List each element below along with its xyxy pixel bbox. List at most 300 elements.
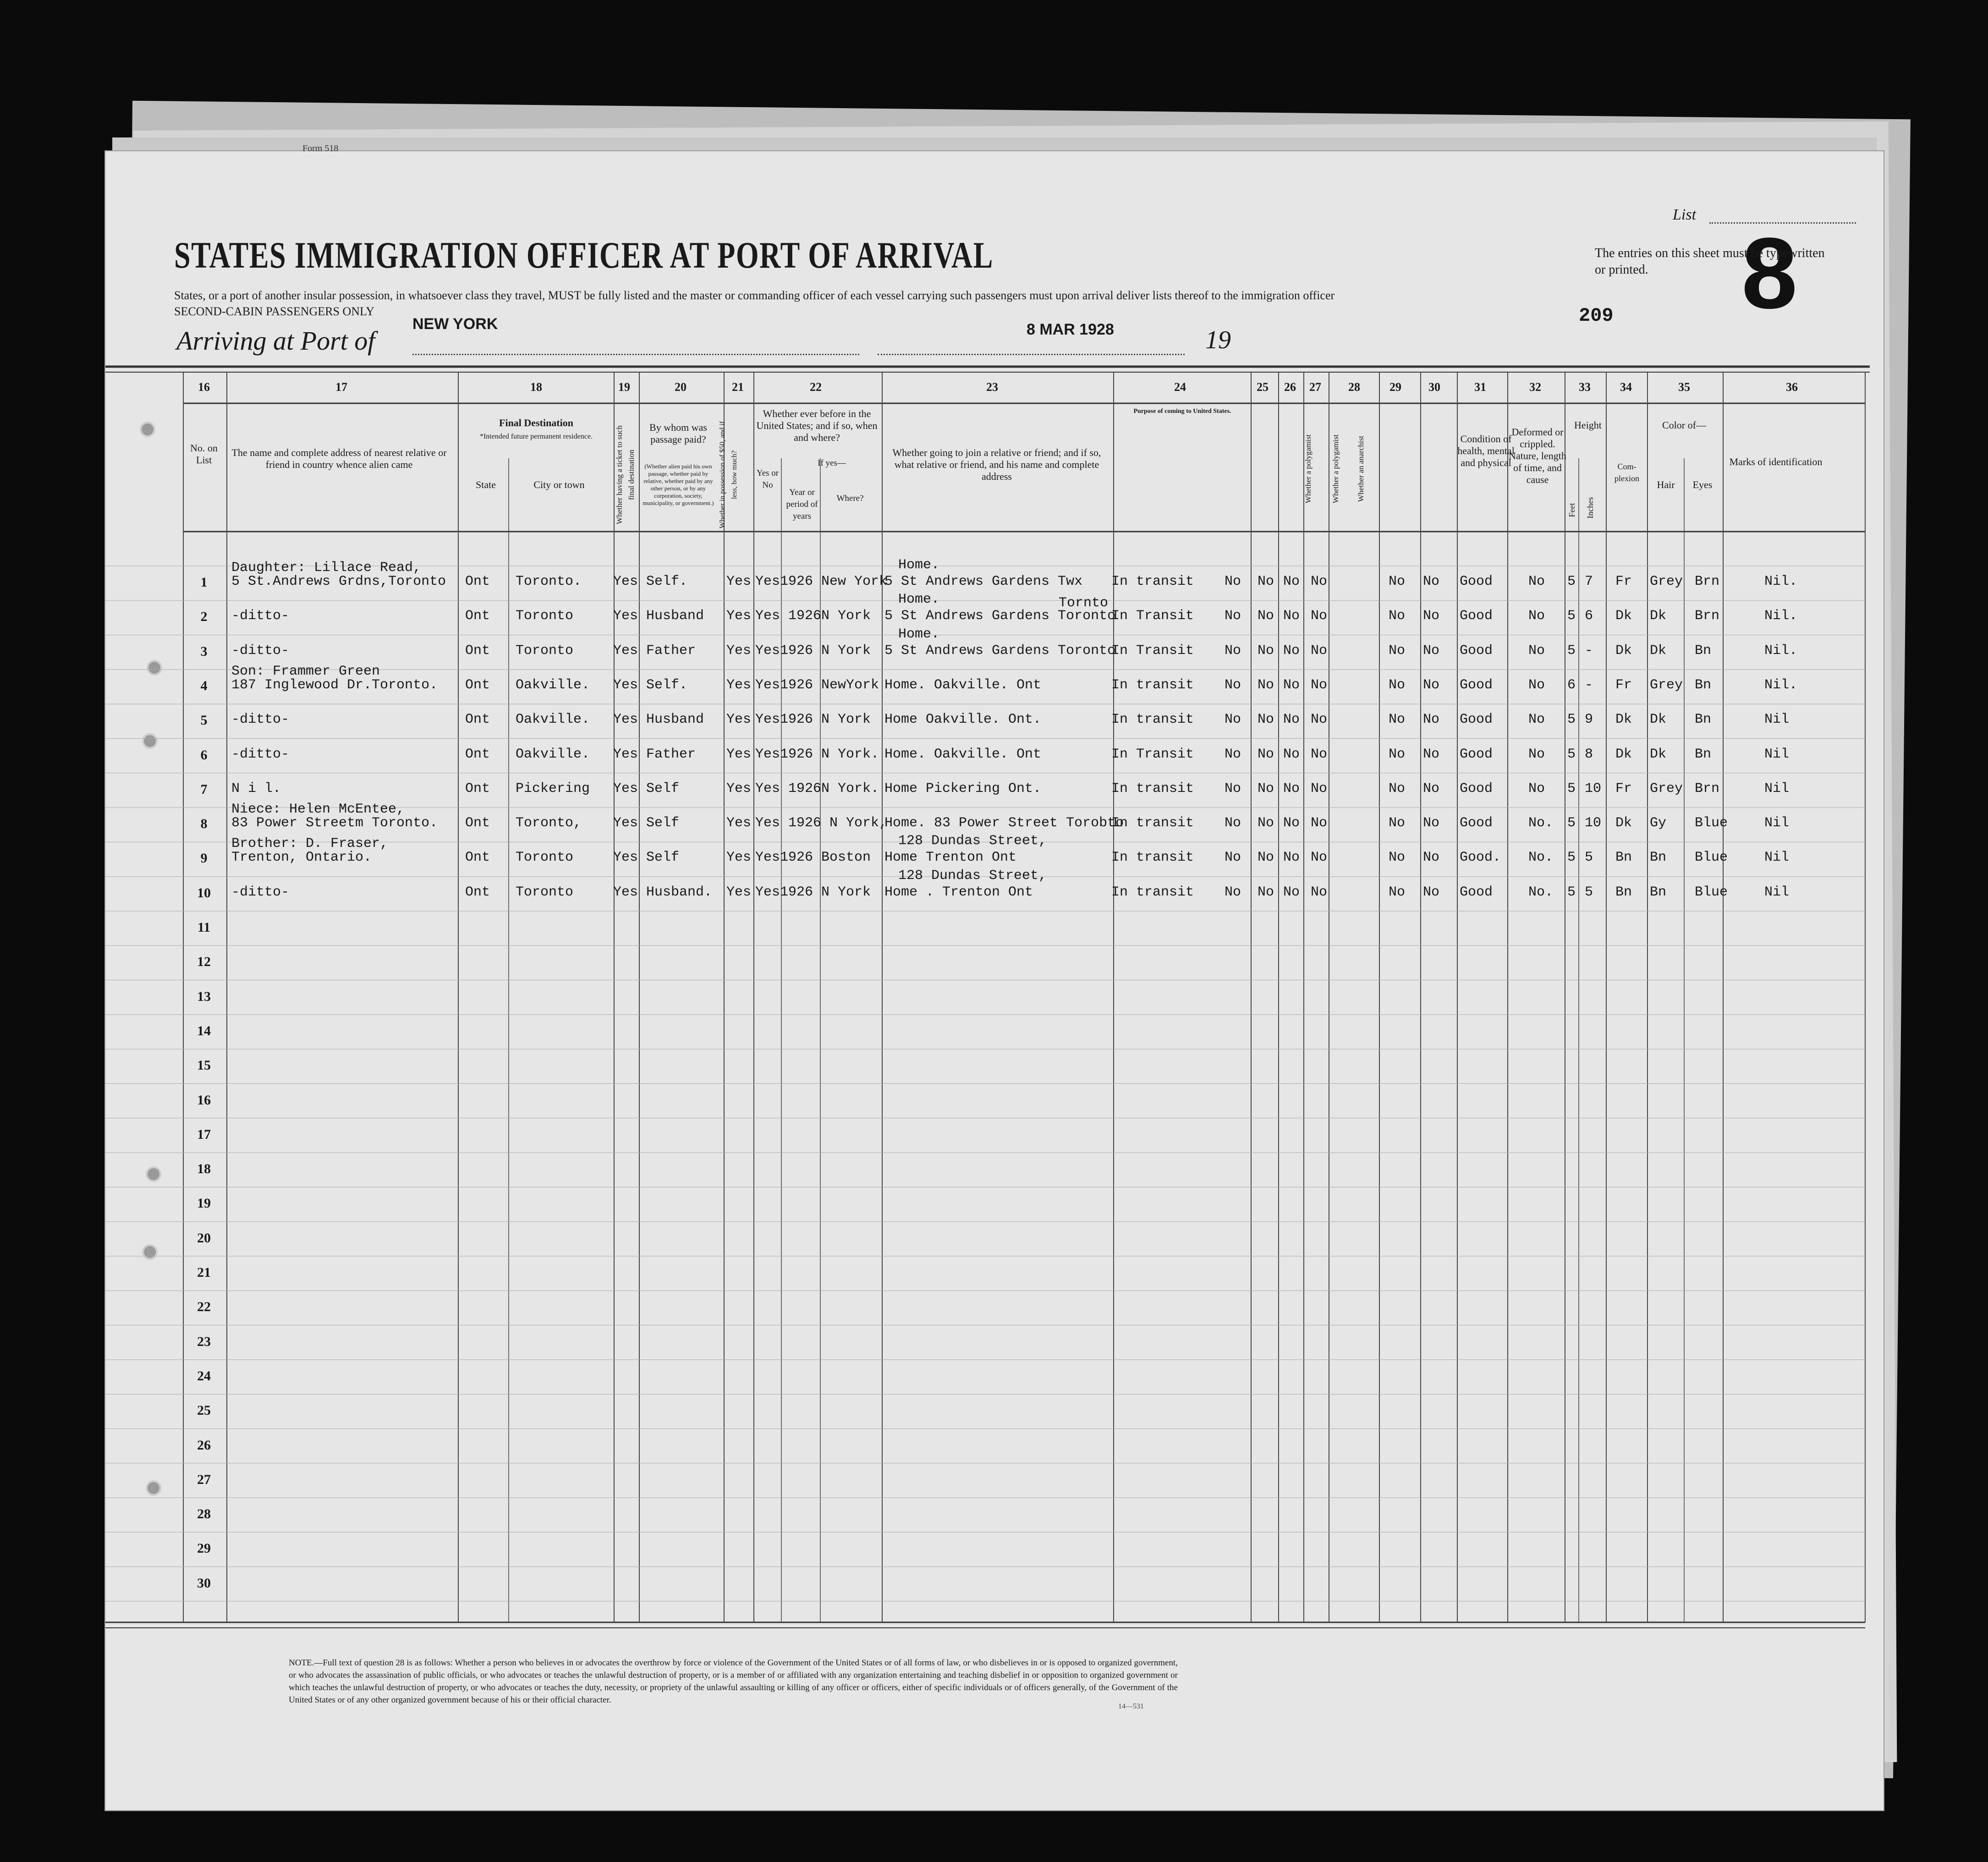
form-number: Form 518 xyxy=(302,143,339,154)
col-29-cell: No xyxy=(1389,780,1406,796)
row-number: 16 xyxy=(197,1092,211,1108)
complexion-cell: Dk xyxy=(1615,712,1632,728)
col-26-cell: No xyxy=(1258,608,1274,624)
join-above-cell: Tornto xyxy=(1059,595,1109,611)
header-hair: Hair xyxy=(1657,479,1675,490)
state-cell: Ont xyxy=(465,574,490,589)
passage-paid-cell: Husband xyxy=(646,712,704,728)
hair-cell: Dk xyxy=(1650,643,1667,659)
col-27-cell: No xyxy=(1283,677,1300,693)
col-25-cell: No xyxy=(1225,815,1241,831)
join-relative-cell: 5 St Andrews Gardens Toronto xyxy=(884,608,1116,624)
join-above-cell: Home. xyxy=(898,626,940,642)
inches-cell: 6 xyxy=(1585,608,1593,624)
col-30-cell: No xyxy=(1423,815,1440,831)
header-final-destination: Final Destination xyxy=(499,417,573,428)
purpose-cell: In transit xyxy=(1111,574,1194,589)
marks-cell: Nil. xyxy=(1764,677,1798,693)
header-health: Condition of health, mental and physical xyxy=(1457,433,1515,468)
col-26-cell: No xyxy=(1258,780,1274,796)
before-in-us-cell: Yes1926 N York xyxy=(755,643,871,659)
col-26-cell: No xyxy=(1258,884,1274,900)
ticket-cell: Yes xyxy=(613,574,638,589)
join-relative-cell: Home Pickering Ont. xyxy=(884,780,1042,796)
col-28-cell: No xyxy=(1311,850,1328,866)
row-number: 14 xyxy=(197,1023,211,1038)
row-number: 12 xyxy=(197,954,211,970)
column-number: 17 xyxy=(335,380,347,394)
row-number: 17 xyxy=(197,1126,211,1142)
inches-cell: 10 xyxy=(1585,780,1602,796)
page-number: 209 xyxy=(1579,305,1614,327)
row-number: 4 xyxy=(200,678,208,693)
marks-cell: Nil xyxy=(1764,884,1790,900)
inches-cell: - xyxy=(1585,677,1593,693)
passage-paid-cell: Self xyxy=(646,850,680,866)
eyes-cell: Bn xyxy=(1695,712,1712,728)
column-number: 24 xyxy=(1174,380,1186,394)
col-30-cell: No xyxy=(1423,780,1440,796)
hair-cell: Bn xyxy=(1650,884,1667,900)
col-25-cell: No xyxy=(1225,608,1241,624)
col-27-cell: No xyxy=(1283,608,1300,624)
col-28-cell: No xyxy=(1311,780,1328,796)
col-30-cell: No xyxy=(1423,574,1440,589)
purpose-cell: In transit xyxy=(1111,677,1194,693)
typewriter-note: The entries on this sheet must be typewritten or printed. xyxy=(1595,246,1825,277)
header-deformed: Deformed or crippled. Nature, length of time, and cause xyxy=(1509,426,1566,485)
inches-cell: 9 xyxy=(1585,712,1593,728)
inches-cell: 8 xyxy=(1585,746,1593,762)
col-28-cell: No xyxy=(1311,815,1328,831)
passage-paid-cell: Self. xyxy=(646,574,688,589)
col-28-cell: No xyxy=(1311,884,1328,900)
inches-cell: - xyxy=(1585,643,1593,659)
before-in-us-cell: Yes1926 Boston xyxy=(755,850,871,866)
col-29-cell: No xyxy=(1389,574,1406,589)
column-number: 16 xyxy=(198,380,210,394)
deformed-cell: No. xyxy=(1528,815,1554,831)
row-number: 11 xyxy=(197,920,211,935)
punch-hole xyxy=(146,1480,161,1496)
year-prefix: 19 xyxy=(1205,326,1231,354)
ticket-cell: Yes xyxy=(613,780,638,796)
purpose-cell: In transit xyxy=(1111,780,1194,796)
hair-cell: Dk xyxy=(1650,712,1667,728)
join-relative-cell: Home Trenton Ont xyxy=(884,850,1017,866)
col-28-cell: No xyxy=(1311,712,1328,728)
col-30-cell: No xyxy=(1423,643,1440,659)
ticket-cell: Yes xyxy=(613,884,638,900)
complexion-cell: Dk xyxy=(1615,746,1632,762)
header-year: Year or period of years xyxy=(786,488,818,521)
ticket-cell: Yes xyxy=(613,677,638,693)
col-25-cell: No xyxy=(1225,574,1241,589)
eyes-cell: Bn xyxy=(1695,746,1712,762)
city-cell: Toronto xyxy=(516,608,574,624)
passenger-class: SECOND-CABIN PASSENGERS ONLY xyxy=(174,305,375,318)
row-number: 25 xyxy=(197,1403,211,1418)
row-number: 6 xyxy=(200,747,208,763)
row-number: 3 xyxy=(200,643,208,659)
relative-cell: Trenton, Ontario. xyxy=(231,850,372,866)
col-27-cell: No xyxy=(1283,574,1300,589)
col-26-cell: No xyxy=(1258,677,1274,693)
row-number: 1 xyxy=(200,575,208,590)
passage-paid-cell: Husband. xyxy=(646,884,713,900)
header-marks: Marks of identification xyxy=(1729,456,1823,467)
header-final-destination-note: *Intended future permanent residence. xyxy=(479,433,593,440)
column-number: 32 xyxy=(1529,380,1541,394)
feet-cell: 5 xyxy=(1567,746,1576,762)
join-relative-cell: Home. 83 Power Street Torobto xyxy=(884,815,1124,831)
ticket-cell: Yes xyxy=(613,850,638,866)
punch-hole xyxy=(147,660,162,676)
column-number: 36 xyxy=(1786,380,1798,394)
row-number: 18 xyxy=(197,1161,211,1177)
col-27-cell: No xyxy=(1283,746,1300,762)
feet-cell: 5 xyxy=(1567,884,1576,900)
money-cell: Yes xyxy=(726,884,752,900)
header-passage-paid-note: (Whether alien paid his own passage, whether paid by relative, whether paid by any other person, or by any corporation, society, municipality, or government.) xyxy=(643,463,714,506)
deformed-cell: No xyxy=(1528,643,1545,659)
col-26-cell: No xyxy=(1258,643,1274,659)
join-relative-cell: Home. Oakville. Ont xyxy=(884,746,1042,762)
join-relative-cell: Home. Oakville. Ont xyxy=(884,677,1042,693)
join-above-cell: 128 Dundas Street, xyxy=(898,868,1047,884)
relative-cell: -ditto- xyxy=(231,608,290,624)
row-number: 23 xyxy=(197,1334,211,1349)
col-28-cell: No xyxy=(1311,643,1328,659)
page-title: STATES IMMIGRATION OFFICER AT PORT OF ARRIVAL xyxy=(174,234,994,276)
before-in-us-cell: Yes 1926N York. xyxy=(755,780,879,796)
deformed-cell: No xyxy=(1528,574,1545,589)
column-number: 22 xyxy=(810,380,822,394)
header-no-on-list: No. on List xyxy=(190,442,218,466)
complexion-cell: Bn xyxy=(1615,850,1632,866)
row-number: 5 xyxy=(200,713,208,728)
health-cell: Good xyxy=(1460,677,1493,693)
complexion-cell: Bn xyxy=(1615,884,1632,900)
money-cell: Yes xyxy=(726,643,752,659)
city-cell: Oakville. xyxy=(516,677,590,693)
passage-paid-cell: Father xyxy=(646,643,696,659)
complexion-cell: Fr xyxy=(1615,780,1632,796)
header-join-relative: Whether going to join a relative or friend; and if so, what relative or friend, and his name and complete address xyxy=(892,447,1101,482)
column-number: 33 xyxy=(1579,380,1591,394)
city-cell: Toronto xyxy=(516,643,574,659)
deformed-cell: No. xyxy=(1528,850,1554,866)
row-number: 19 xyxy=(197,1196,211,1211)
row-number: 9 xyxy=(200,851,208,866)
before-in-us-cell: Yes1926 N York xyxy=(755,712,871,728)
purpose-cell: In Transit xyxy=(1111,608,1194,624)
relative-cell: -ditto- xyxy=(231,712,290,728)
list-label: List xyxy=(1673,206,1697,223)
col-26-cell: No xyxy=(1258,712,1274,728)
header-state: State xyxy=(476,479,496,490)
col-25-cell: No xyxy=(1225,643,1241,659)
state-cell: Ont xyxy=(465,608,490,624)
punch-hole xyxy=(142,1244,158,1260)
hair-cell: Gy xyxy=(1650,815,1667,831)
complexion-cell: Fr xyxy=(1615,677,1632,693)
header-eyes: Eyes xyxy=(1692,479,1713,490)
feet-cell: 5 xyxy=(1567,643,1576,659)
before-in-us-cell: Yes 1926 N York, xyxy=(755,815,888,831)
relative-cell: -ditto- xyxy=(231,746,290,762)
eyes-cell: Brn xyxy=(1695,608,1720,624)
column-number: 28 xyxy=(1348,380,1360,394)
money-cell: Yes xyxy=(726,746,752,762)
money-cell: Yes xyxy=(726,677,752,693)
col-29-cell: No xyxy=(1389,643,1406,659)
eyes-cell: Blue xyxy=(1695,815,1728,831)
col-25-cell: No xyxy=(1225,780,1241,796)
column-number: 25 xyxy=(1257,380,1269,394)
marks-cell: Nil xyxy=(1764,815,1790,831)
feet-cell: 5 xyxy=(1567,815,1576,831)
list-number: 8 xyxy=(1741,217,1798,330)
feet-cell: 5 xyxy=(1567,780,1576,796)
deformed-cell: No xyxy=(1528,677,1545,693)
row-number: 10 xyxy=(197,885,211,901)
join-relative-cell: Home Oakville. Ont. xyxy=(884,712,1042,728)
purpose-cell: In Transit xyxy=(1111,643,1194,659)
dotted-line xyxy=(878,354,1185,355)
inches-cell: 10 xyxy=(1585,815,1602,831)
money-cell: Yes xyxy=(726,574,752,589)
feet-cell: 5 xyxy=(1567,850,1576,866)
health-cell: Good xyxy=(1460,643,1493,659)
port-stamp: NEW YORK xyxy=(412,315,498,333)
row-number: 21 xyxy=(197,1265,211,1280)
header-relative: The name and complete address of nearest relative or friend in country whence alien came xyxy=(231,447,447,470)
inches-cell: 5 xyxy=(1585,850,1593,866)
hair-cell: Dk xyxy=(1650,746,1667,762)
join-relative-cell: Home . Trenton Ont xyxy=(884,884,1033,900)
passage-paid-cell: Father xyxy=(646,746,696,762)
row-number: 27 xyxy=(197,1472,211,1487)
join-relative-cell: 5 St Andrews Gardens Twx xyxy=(884,574,1083,589)
col-29-cell: No xyxy=(1389,884,1406,900)
money-cell: Yes xyxy=(726,815,752,831)
money-cell: Yes xyxy=(726,780,752,796)
header-polygamist: Whether a polygamist xyxy=(1331,434,1340,504)
hair-cell: Bn xyxy=(1650,850,1667,866)
join-above-cell: Home. xyxy=(898,557,940,573)
deformed-cell: No xyxy=(1528,712,1545,728)
header-if-yes: If yes— xyxy=(818,458,846,468)
col-28-cell: No xyxy=(1311,677,1328,693)
purpose-cell: In transit xyxy=(1111,712,1194,728)
col-27-cell: No xyxy=(1283,884,1300,900)
relative-name-cell: Daughter: Lillace Read, xyxy=(231,560,422,576)
col-30-cell: No xyxy=(1423,608,1440,624)
state-cell: Ont xyxy=(465,850,490,866)
col-27-cell: No xyxy=(1283,643,1300,659)
city-cell: Toronto. xyxy=(516,574,582,589)
health-cell: Good xyxy=(1460,608,1493,624)
punch-hole xyxy=(142,733,158,749)
col-27-cell: No xyxy=(1283,712,1300,728)
header-before-in-us: Whether ever before in the United States; and if so, when and where? xyxy=(756,408,878,443)
col-29-cell: No xyxy=(1389,746,1406,762)
eyes-cell: Blue xyxy=(1695,850,1728,866)
join-relative-cell: 5 St Andrews Gardens Toronto xyxy=(884,643,1116,659)
inches-cell: 5 xyxy=(1585,884,1593,900)
health-cell: Good xyxy=(1460,780,1493,796)
header-complexion: Com-plexion xyxy=(1615,462,1639,483)
money-cell: Yes xyxy=(726,850,752,866)
column-number: 18 xyxy=(530,380,542,394)
marks-cell: Nil. xyxy=(1764,574,1798,589)
city-cell: Oakville. xyxy=(516,746,590,762)
marks-cell: Nil xyxy=(1764,712,1790,728)
column-number: 19 xyxy=(618,380,630,394)
row-number: 2 xyxy=(200,609,208,625)
col-30-cell: No xyxy=(1423,850,1440,866)
ticket-cell: Yes xyxy=(613,746,638,762)
feet-cell: 5 xyxy=(1567,712,1576,728)
punch-hole xyxy=(146,1166,161,1182)
join-above-cell: Home. xyxy=(898,592,940,608)
column-number: 27 xyxy=(1309,380,1321,394)
marks-cell: Nil xyxy=(1764,780,1790,796)
col-29-cell: No xyxy=(1389,712,1406,728)
state-cell: Ont xyxy=(465,643,490,659)
relative-name-cell: Son: Frammer Green xyxy=(231,663,380,679)
passage-paid-cell: Husband xyxy=(646,608,704,624)
col-26-cell: No xyxy=(1258,850,1274,866)
header-ticket: Whether having a ticket to such final destination xyxy=(615,425,636,524)
col-30-cell: No xyxy=(1423,746,1440,762)
col-26-cell: No xyxy=(1258,746,1274,762)
row-number: 22 xyxy=(197,1299,211,1315)
before-in-us-cell: Yes1926 N York xyxy=(755,884,871,900)
header-purpose: Purpose of coming to United States. xyxy=(1133,408,1231,415)
deformed-cell: No xyxy=(1528,608,1545,624)
relative-name-cell: Brother: D. Fraser, xyxy=(231,836,389,852)
relative-cell: 83 Power Streetm Toronto. xyxy=(231,815,438,831)
col-29-cell: No xyxy=(1389,850,1406,866)
arriving-label: Arriving at Port of xyxy=(176,326,375,356)
manifest-sheet xyxy=(105,151,1884,1810)
eyes-cell: Bn xyxy=(1695,643,1712,659)
ticket-cell: Yes xyxy=(613,608,638,624)
marks-cell: Nil. xyxy=(1764,608,1798,624)
relative-cell: 5 St.Andrews Grdns,Toronto xyxy=(231,574,446,589)
health-cell: Good. xyxy=(1460,850,1501,866)
city-cell: Oakville. xyxy=(516,712,590,728)
relative-name-cell: Niece: Helen McEntee, xyxy=(231,802,405,818)
column-number: 23 xyxy=(986,380,998,394)
passage-paid-cell: Self. xyxy=(646,677,688,693)
col-25-cell: No xyxy=(1225,746,1241,762)
col-30-cell: No xyxy=(1423,884,1440,900)
before-in-us-cell: Yes 1926N York xyxy=(755,608,871,624)
header-money: Whether in possession of $50, and if less, how much? xyxy=(719,421,738,529)
ticket-cell: Yes xyxy=(613,815,638,831)
before-in-us-cell: Yes1926 New York xyxy=(755,574,888,589)
col-25-cell: No xyxy=(1225,677,1241,693)
state-cell: Ont xyxy=(465,712,490,728)
footnote: NOTE.—Full text of question 28 is as follows: Whether a person who believes in or advocates the overthrow by force or violence of the Government of the United States or of all forms of law, or who disbelieves in or is opposed to organized government, or who advocates the assassination of public officials, or who advocates or teaches the unlawful destruction of property, or is a member of or affiliated with any organization entertaining and teaching disbelief in or opposition to organized government or which teaches the unlawful destruction of property, or who advocates or teaches the duty, necessity, or propriety of the unlawful assaulting or killing of any officer or officers, either of specific individuals or of officers generally, of the Government of the United States or of any other organized government because of his or their official character. xyxy=(289,1658,1178,1705)
state-cell: Ont xyxy=(465,815,490,831)
deformed-cell: No xyxy=(1528,780,1545,796)
money-cell: Yes xyxy=(726,608,752,624)
column-number: 20 xyxy=(675,380,686,394)
purpose-cell: In transit xyxy=(1111,884,1194,900)
row-number: 28 xyxy=(197,1506,211,1522)
row-number: 24 xyxy=(197,1368,211,1384)
feet-cell: 6 xyxy=(1567,677,1576,693)
col-27-cell: No xyxy=(1283,815,1300,831)
header-anarchist: Whether an anarchist xyxy=(1356,435,1365,502)
health-cell: Good xyxy=(1460,574,1493,589)
col-30-cell: No xyxy=(1423,677,1440,693)
column-number: 35 xyxy=(1678,380,1690,394)
row-number: 7 xyxy=(200,781,208,797)
header-where: Where? xyxy=(836,494,864,503)
col-28-cell: No xyxy=(1311,746,1328,762)
purpose-cell: In Transit xyxy=(1111,746,1194,762)
col-25-cell: No xyxy=(1225,884,1241,900)
header-col-25: Whether a polygamist xyxy=(1304,434,1313,504)
eyes-cell: Brn xyxy=(1695,574,1720,589)
col-27-cell: No xyxy=(1283,780,1300,796)
hair-cell: Dk xyxy=(1650,608,1667,624)
health-cell: Good xyxy=(1460,746,1493,762)
col-26-cell: No xyxy=(1258,815,1274,831)
before-in-us-cell: Yes1926 N York. xyxy=(755,746,879,762)
col-25-cell: No xyxy=(1225,712,1241,728)
date-stamp: 8 MAR 1928 xyxy=(1027,321,1114,338)
relative-cell: N i l. xyxy=(231,780,281,796)
city-cell: Toronto xyxy=(516,850,574,866)
before-in-us-cell: Yes1926 NewYork xyxy=(755,677,879,693)
health-cell: Good xyxy=(1460,815,1493,831)
row-number: 8 xyxy=(200,816,208,832)
city-cell: Toronto, xyxy=(516,815,582,831)
col-30-cell: No xyxy=(1423,712,1440,728)
complexion-cell: Dk xyxy=(1615,608,1632,624)
col-26-cell: No xyxy=(1258,574,1274,589)
state-cell: Ont xyxy=(465,780,490,796)
eyes-cell: Bn xyxy=(1695,677,1712,693)
row-number: 26 xyxy=(197,1437,211,1453)
complexion-cell: Fr xyxy=(1615,574,1632,589)
feet-cell: 5 xyxy=(1567,608,1576,624)
ticket-cell: Yes xyxy=(613,712,638,728)
join-above-cell: 128 Dundas Street, xyxy=(898,833,1047,849)
hair-cell: Grey xyxy=(1650,780,1683,796)
header-color: Color of— xyxy=(1662,419,1706,431)
col-28-cell: No xyxy=(1311,608,1328,624)
complexion-cell: Dk xyxy=(1615,643,1632,659)
deformed-cell: No. xyxy=(1528,884,1554,900)
state-cell: Ont xyxy=(465,746,490,762)
deformed-cell: No xyxy=(1528,746,1545,762)
instruction-text: States, or a port of another insular possession, in whatsoever class they travel, MUST be fully listed and the master or commanding officer of each vessel carrying such passengers must upon arrival deliver lists thereof to the immigration officer xyxy=(174,289,1335,302)
col-29-cell: No xyxy=(1389,677,1406,693)
dotted-line xyxy=(412,354,859,355)
health-cell: Good xyxy=(1460,884,1493,900)
passage-paid-cell: Self xyxy=(646,815,680,831)
form-code: 14—531 xyxy=(1118,1703,1144,1710)
state-cell: Ont xyxy=(465,884,490,900)
column-number: 31 xyxy=(1474,380,1486,394)
